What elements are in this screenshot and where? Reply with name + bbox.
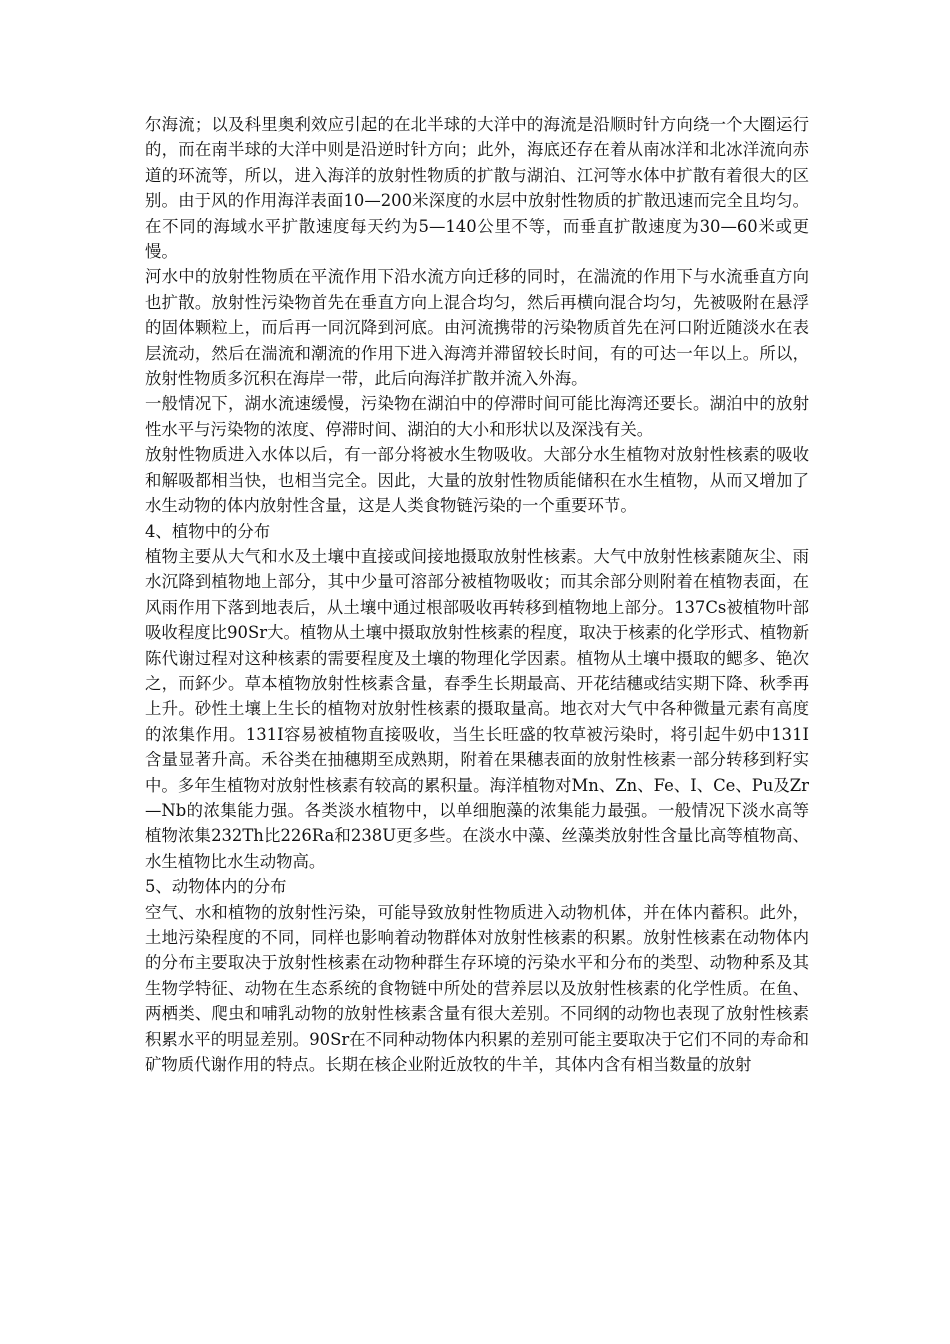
paragraph-ocean-currents: 尔海流；以及科里奥利效应引起的在北半球的大洋中的海流是沿顺时针方向绕一个大圈运行的，而在南半球的大洋中则是沿逆时针方向；此外，海底还存在着从南冰洋和北冰洋流向赤道的环流等，所以，进入海洋的放射性物质的扩散与湖泊、江河等水体中扩散有着很大的区别。由于风的作用海洋表面10—200米深度的水层中放射性物质的扩散迅速而完全且均匀。在不同的海域水平扩散速度每天约为5—140公里不等，而垂直扩散速度为30—60米或更慢。: [145, 115, 809, 262]
paragraph-animal-distribution: 空气、水和植物的放射性污染，可能导致放射性物质进入动物机体，并在体内蓄积。此外，土地污染程度的不同，同样也影响着动物群体对放射性核素的积累。放射性核素在动物体内的分布主要取决于放射性核素在动物种群生存环境的污染水平和分布的类型、动物种系及其生物学特征、动物在生态系统的食物链中所处的营养层以及放射性核素的化学性质。在鱼、两栖类、爬虫和哺乳动物的放射性核素含量有很大差别。不同纲的动物也表现了放射性核素积累水平的明显差别。90Sr在不同种动物体内积累的差别可能主要取决于它们不同的寿命和矿物质代谢作用的特点。长期在核企业附近放牧的牛羊，其体内含有相当数量的放射: [145, 902, 809, 1075]
paragraph-plant-distribution: 植物主要从大气和水及土壤中直接或间接地摄取放射性核素。大气中放射性核素随灰尘、雨水沉降到植物地上部分，其中少量可溶部分被植物吸收；而其余部分则附着在植物表面，在风雨作用下落到地表后，从土壤中通过根部吸收再转移到植物地上部分。137Cs被植物叶部吸收程度比90Sr大。植物从土壤中摄取放射性核素的程度，取决于核素的化学形式、植物新陈代谢过程对这种核素的需要程度及土壤的物理化学因素。植物从土壤中摄取的鳃多、铯次之，而鈈少。草本植物放射性核素含量，春季生长期最高、开花结穗或结实期下降、秋季再上升。砂性土壤上生长的植物对放射性核素的摄取量高。地衣对大气中各种微量元素有高度的浓集作用。131I容易被植物直接吸收，当生长旺盛的牧草被污染时，将引起牛奶中131I含量显著升高。禾谷类在抽穗期至成熟期，附着在果穗表面的放射性核素一部分转移到籽实中。多年生植物对放射性核素有较高的累积量。海洋植物对Mn、Zn、Fe、I、Ce、Pu及Zr—Nb的浓集能力强。各类淡水植物中，以单细胞藻的浓集能力最强。一般情况下淡水高等植物浓集232Th比226Ra和238U更多些。在淡水中藻、丝藻类放射性含量比高等植物高、水生植物比水生动物高。: [145, 546, 809, 871]
paragraph-lake-water: 一般情况下，湖水流速缓慢，污染物在湖泊中的停滞时间可能比海湾还要长。湖泊中的放射性水平与污染物的浓度、停滞时间、湖泊的大小和形状以及深浅有关。: [145, 394, 809, 439]
section-heading-plants: 4、植物中的分布: [145, 521, 271, 541]
paragraph-river-water: 河水中的放射性物质在平流作用下沿水流方向迁移的同时，在湍流的作用下与水流垂直方向也扩散。放射性污染物首先在垂直方向上混合均匀，然后再横向混合均匀，先被吸附在悬浮的固体颗粒上，而后再一同沉降到河底。由河流携带的污染物质首先在河口附近随淡水在表层流动，然后在湍流和潮流的作用下进入海湾并滞留较长时间，有的可达一年以上。所以，放射性物质多沉积在海岸一带，此后向海洋扩散并流入外海。: [145, 267, 809, 389]
document-page: [145, 112, 809, 1077]
paragraph-aquatic-organisms: 放射性物质进入水体以后，有一部分将被水生物吸收。大部分水生植物对放射性核素的吸收和解吸都相当快，也相当完全。因此，大量的放射性物质能储积在水生植物，从而又增加了水生动物的体内放射性含量，这是人类食物链污染的一个重要环节。: [145, 445, 809, 516]
section-heading-animals: 5、动物体内的分布: [145, 877, 287, 897]
